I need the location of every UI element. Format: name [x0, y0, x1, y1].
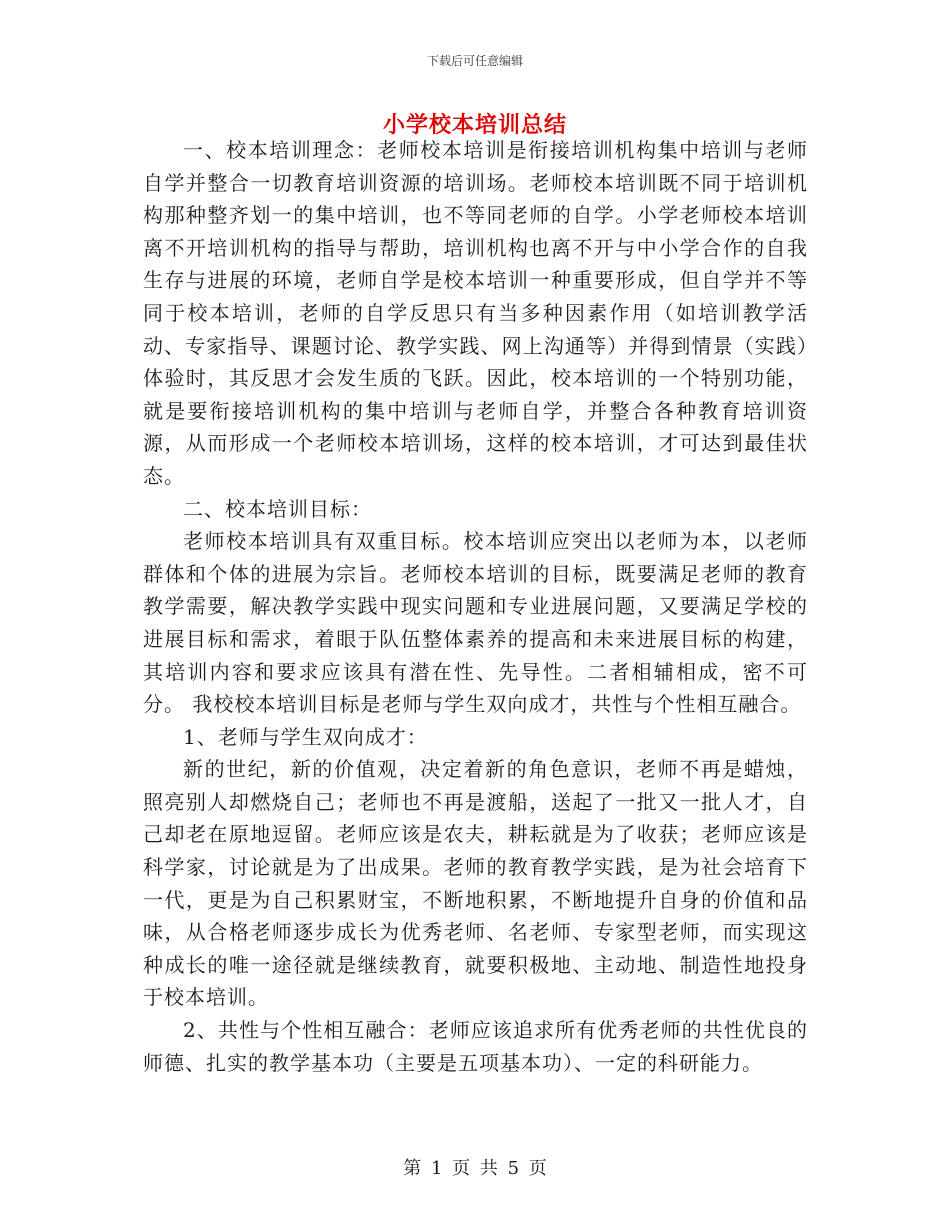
- page-header-note: 下载后可任意编辑: [426, 54, 523, 68]
- paragraph-concept: 一、校本培训理念：老师校本培训是衔接培训机构集中培训与老师自学并整合一切教育培训资源的培训场。老师校本培训既不同于培训机构那种整齐划一的集中培训，也不等同老师的自学。小学老师校本培训离不开培训机构的指导与帮助，培训机构也离不开与中小学合作的自我生存与进展的环境，老师自学是校本培训一种重要形成，但自学并不等同于校本培训，老师的自学反思只有当多种因素作用（如培训教学活动、专家指导、课题讨论、教学实践、网上沟通等）并得到情景（实践）体验时，其反思才会发生质的飞跃。因此，校本培训的一个特别功能，就是要衔接培训机构的集中培训与老师自学，并整合各种教育培训资源，从而形成一个老师校本培训场，这样的校本培训，才可达到最佳状态。: [143, 138, 808, 488]
- subheading-dual-growth: 1、老师与学生双向成才：: [183, 724, 428, 749]
- paragraph-goals: 老师校本培训具有双重目标。校本培训应突出以老师为本，以老师群体和个体的进展为宗旨。老师校本培训的目标，既要满足老师的教育教学需要，解决教学实践中现实问题和专业进展问题，又要满足学校的进展目标和需求，着眼于队伍整体素养的提高和未来进展目标的构建，其培训内容和要求应该具有潜在性、先导性。二者相辅相成，密不可分。 我校校本培训目标是老师与学生双向成才，共性与个性相互融合。: [143, 529, 808, 717]
- page-number: 第 1 页 共 5 页: [403, 1158, 547, 1179]
- document-title: 小学校本培训总结: [382, 112, 567, 138]
- document-body: [143, 134, 808, 1079]
- paragraph-commonality: 2、共性与个性相互融合：老师应该追求所有优秀老师的共性优良的师德、扎实的教学基本功（主要是五项基本功）、一定的科研能力。: [143, 1018, 808, 1075]
- heading-goals: 二、校本培训目标：: [183, 496, 372, 521]
- paragraph-dual-growth: 新的世纪，新的价值观，决定着新的角色意识，老师不再是蜡烛，照亮别人却燃烧自己；老师也不再是渡船，送起了一批又一批人才，自己却老在原地逗留。老师应该是农夫，耕耘就是为了收获；老师应该是科学家，讨论就是为了出成果。老师的教育教学实践，是为社会培育下一代，更是为自己积累财宝，不断地积累，不断地提升自身的价值和品味，从合格老师逐步成长为优秀老师、名老师、专家型老师，而实现这种成长的唯一途径就是继续教育，就要积极地、主动地、制造性地投身于校本培训。: [143, 757, 808, 1010]
